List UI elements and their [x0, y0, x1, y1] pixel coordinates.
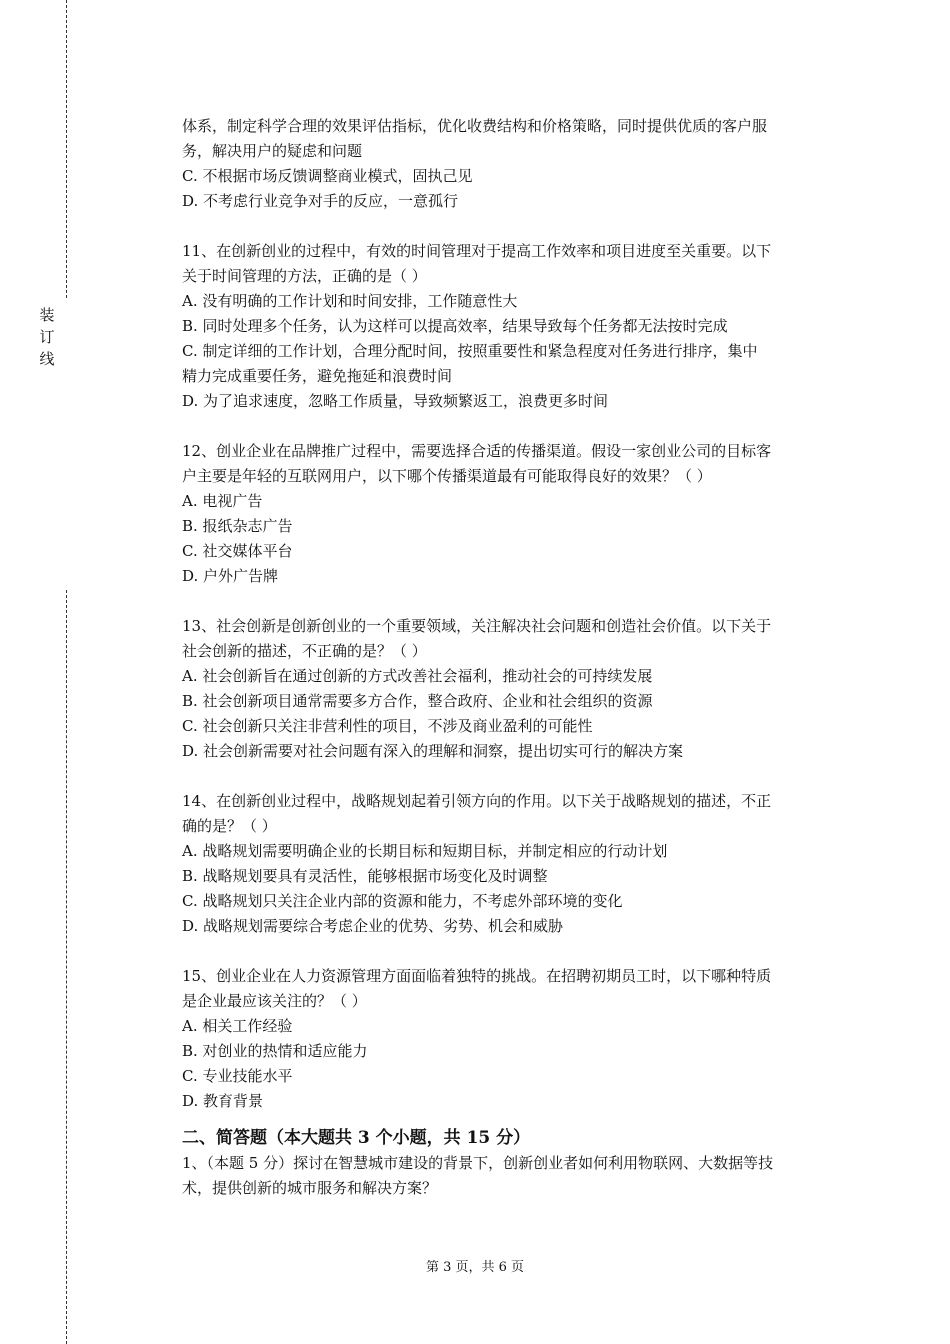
question-stem: 1、（本题 5 分）探讨在智慧城市建设的背景下，创新创业者如何利用物联网、大数据等技	[182, 1154, 774, 1172]
option-d: D. 教育背景	[182, 1092, 264, 1110]
question-11	[182, 239, 838, 414]
question-13	[182, 614, 838, 764]
option-a: A. 战略规划需要明确企业的长期目标和短期目标，并制定相应的行动计划	[182, 842, 668, 860]
option-d: D. 不考虑行业竞争对手的反应，一意孤行	[182, 192, 459, 210]
option-b: B. 对创业的热情和适应能力	[182, 1042, 368, 1060]
option-c: C. 专业技能水平	[182, 1067, 293, 1085]
option-a: A. 没有明确的工作计划和时间安排，工作随意性大	[182, 292, 518, 310]
question-stem: 15、创业企业在人力资源管理方面面临着独特的挑战。在招聘初期员工时，以下哪种特质	[182, 967, 772, 985]
short-answer-question-1	[182, 1151, 838, 1201]
option-a: A. 相关工作经验	[182, 1017, 293, 1035]
question-stem: 社会创新的描述，不正确的是？（ ）	[182, 642, 427, 660]
option-b: B. 报纸杂志广告	[182, 517, 293, 535]
option-b: B. 战略规划要具有灵活性，能够根据市场变化及时调整	[182, 867, 548, 885]
option-c: C. 制定详细的工作计划，合理分配时间，按照重要性和紧急程度对任务进行排序，集中	[182, 342, 758, 360]
option-c: C. 社交媒体平台	[182, 542, 293, 560]
binding-char: 订	[39, 328, 55, 346]
option-b: B. 同时处理多个任务，认为这样可以提高效率，结果导致每个任务都无法按时完成	[182, 317, 728, 335]
binding-line-bottom	[66, 590, 67, 1344]
question-14	[182, 789, 838, 939]
binding-char: 线	[39, 350, 55, 368]
option-c: C. 战略规划只关注企业内部的资源和能力，不考虑外部环境的变化	[182, 892, 623, 910]
option-c-continued: 精力完成重要任务，避免拖延和浪费时间	[182, 367, 453, 385]
option-d: D. 社会创新需要对社会问题有深入的理解和洞察，提出切实可行的解决方案	[182, 742, 684, 760]
text-line: 体系，制定科学合理的效果评估指标，优化收费结构和价格策略，同时提供优质的客户服	[182, 117, 768, 135]
question-stem: 11、在创新创业的过程中，有效的时间管理对于提高工作效率和项目进度至关重要。以下	[182, 242, 772, 260]
question-stem: 术，提供创新的城市服务和解决方案？	[182, 1179, 438, 1197]
question-stem: 确的是？（ ）	[182, 817, 277, 835]
option-d: D. 为了追求速度，忽略工作质量，导致频繁返工，浪费更多时间	[182, 392, 609, 410]
binding-char: 装	[39, 306, 55, 324]
question-stem: 14、在创新创业过程中，战略规划起着引领方向的作用。以下关于战略规划的描述，不正	[182, 792, 772, 810]
question-stem: 关于时间管理的方法，正确的是（ ）	[182, 267, 427, 285]
option-c: C. 不根据市场反馈调整商业模式，固执己见	[182, 167, 473, 185]
page-footer: 第 3 页，共 6 页	[425, 1260, 525, 1275]
option-a: A. 电视广告	[182, 492, 263, 510]
continuation-block	[182, 114, 838, 214]
question-stem: 户主要是年轻的互联网用户，以下哪个传播渠道最有可能取得良好的效果？（ ）	[182, 467, 712, 485]
option-a: A. 社会创新旨在通过创新的方式改善社会福利，推动社会的可持续发展	[182, 667, 653, 685]
question-stem: 12、创业企业在品牌推广过程中，需要选择合适的传播渠道。假设一家创业公司的目标客	[182, 442, 772, 460]
binding-line-top	[66, 0, 67, 298]
text-line: 务，解决用户的疑虑和问题	[182, 142, 363, 160]
binding-label	[38, 304, 56, 370]
question-12	[182, 439, 838, 589]
question-stem: 13、社会创新是创新创业的一个重要领域，关注解决社会问题和创造社会价值。以下关于	[182, 617, 772, 635]
option-c: C. 社会创新只关注非营利性的项目，不涉及商业盈利的可能性	[182, 717, 593, 735]
page-content	[182, 114, 838, 1201]
option-d: D. 战略规划需要综合考虑企业的优势、劣势、机会和威胁	[182, 917, 564, 935]
option-d: D. 户外广告牌	[182, 567, 279, 585]
section-title: 二、简答题（本大题共 3 个小题，共 15 分）	[182, 1128, 531, 1148]
question-stem: 是企业最应该关注的？（ ）	[182, 992, 367, 1010]
question-15	[182, 964, 838, 1114]
option-b: B. 社会创新项目通常需要多方合作，整合政府、企业和社会组织的资源	[182, 692, 653, 710]
